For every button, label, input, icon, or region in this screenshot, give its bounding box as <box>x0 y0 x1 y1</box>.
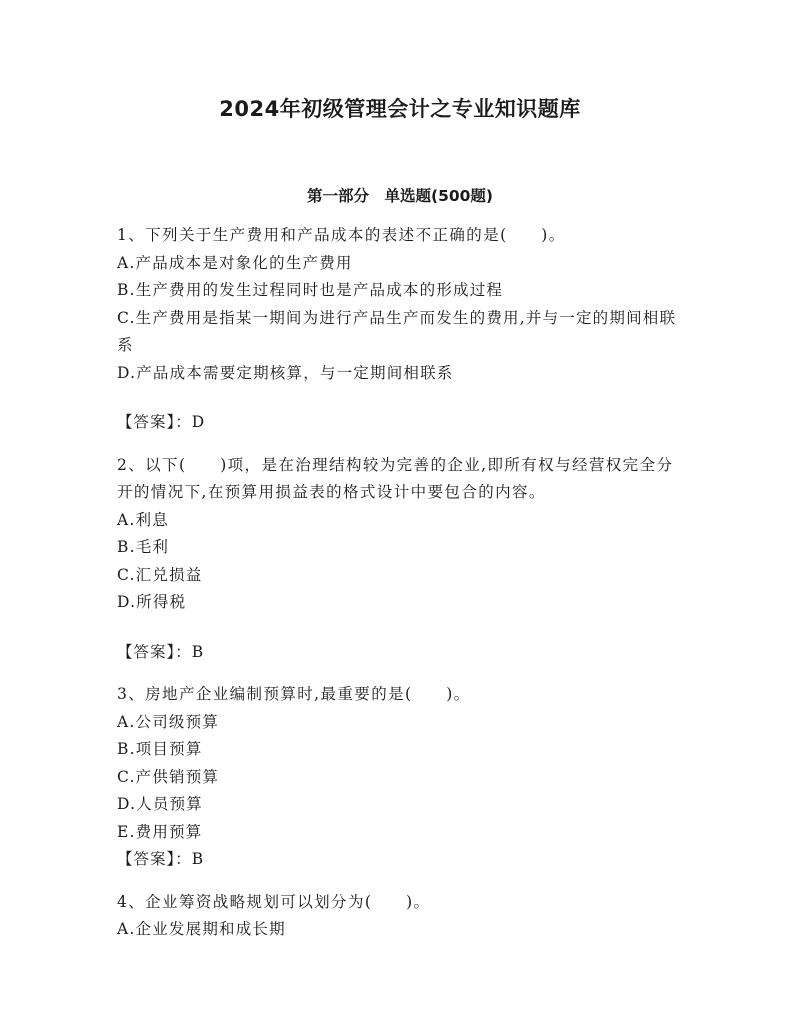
question-list <box>117 222 687 944</box>
option-d: D.人员预算 <box>117 795 204 813</box>
question-1 <box>117 222 687 437</box>
option-a: A.利息 <box>117 510 169 529</box>
option-a: A.公司级预算 <box>117 712 220 731</box>
option-a: A.企业发展期和成长期 <box>117 920 286 938</box>
section-title: 第一部分 单选题(500题) <box>306 187 494 205</box>
question-stem: 4、企业筹资战略规划可以划分为( )。 <box>117 892 431 911</box>
option-b: B.毛利 <box>117 538 170 556</box>
answer-line: 【答案】：B <box>117 642 205 661</box>
option-d: D.所得税 <box>117 593 187 611</box>
option-c: C.产供销预算 <box>117 767 220 786</box>
question-2 <box>117 452 687 667</box>
option-c: C.汇兑损益 <box>117 565 203 584</box>
option-e: E.费用预算 <box>117 822 203 841</box>
option-b: B.生产费用的发生过程同时也是产品成本的形成过程 <box>117 281 504 299</box>
question-3 <box>117 681 687 874</box>
question-stem: 2、以下( )项，是在治理结构较为完善的企业,即所有权与经营权完全分开的情况下,在预算用损益表的格式设计中要包合的内容。 <box>117 455 674 501</box>
question-stem: 1、下列关于生产费用和产品成本的表述不正确的是( )。 <box>117 226 566 244</box>
answer-line: 【答案】：B <box>117 850 205 868</box>
question-4 <box>117 889 687 944</box>
option-c: C.生产费用是指某一期间为进行产品生产而发生的费用,并与一定的期间相联系 <box>117 308 677 354</box>
option-b: B.项目预算 <box>117 740 203 758</box>
document-title: 2024年初级管理会计之专业知识题库 <box>219 97 581 121</box>
option-a: A.产品成本是对象化的生产费用 <box>117 253 353 272</box>
question-stem: 3、房地产企业编制预算时,最重要的是( )。 <box>117 685 471 703</box>
option-d: D.产品成本需要定期核算，与一定期间相联系 <box>117 363 454 382</box>
answer-line: 【答案】：D <box>117 413 206 431</box>
